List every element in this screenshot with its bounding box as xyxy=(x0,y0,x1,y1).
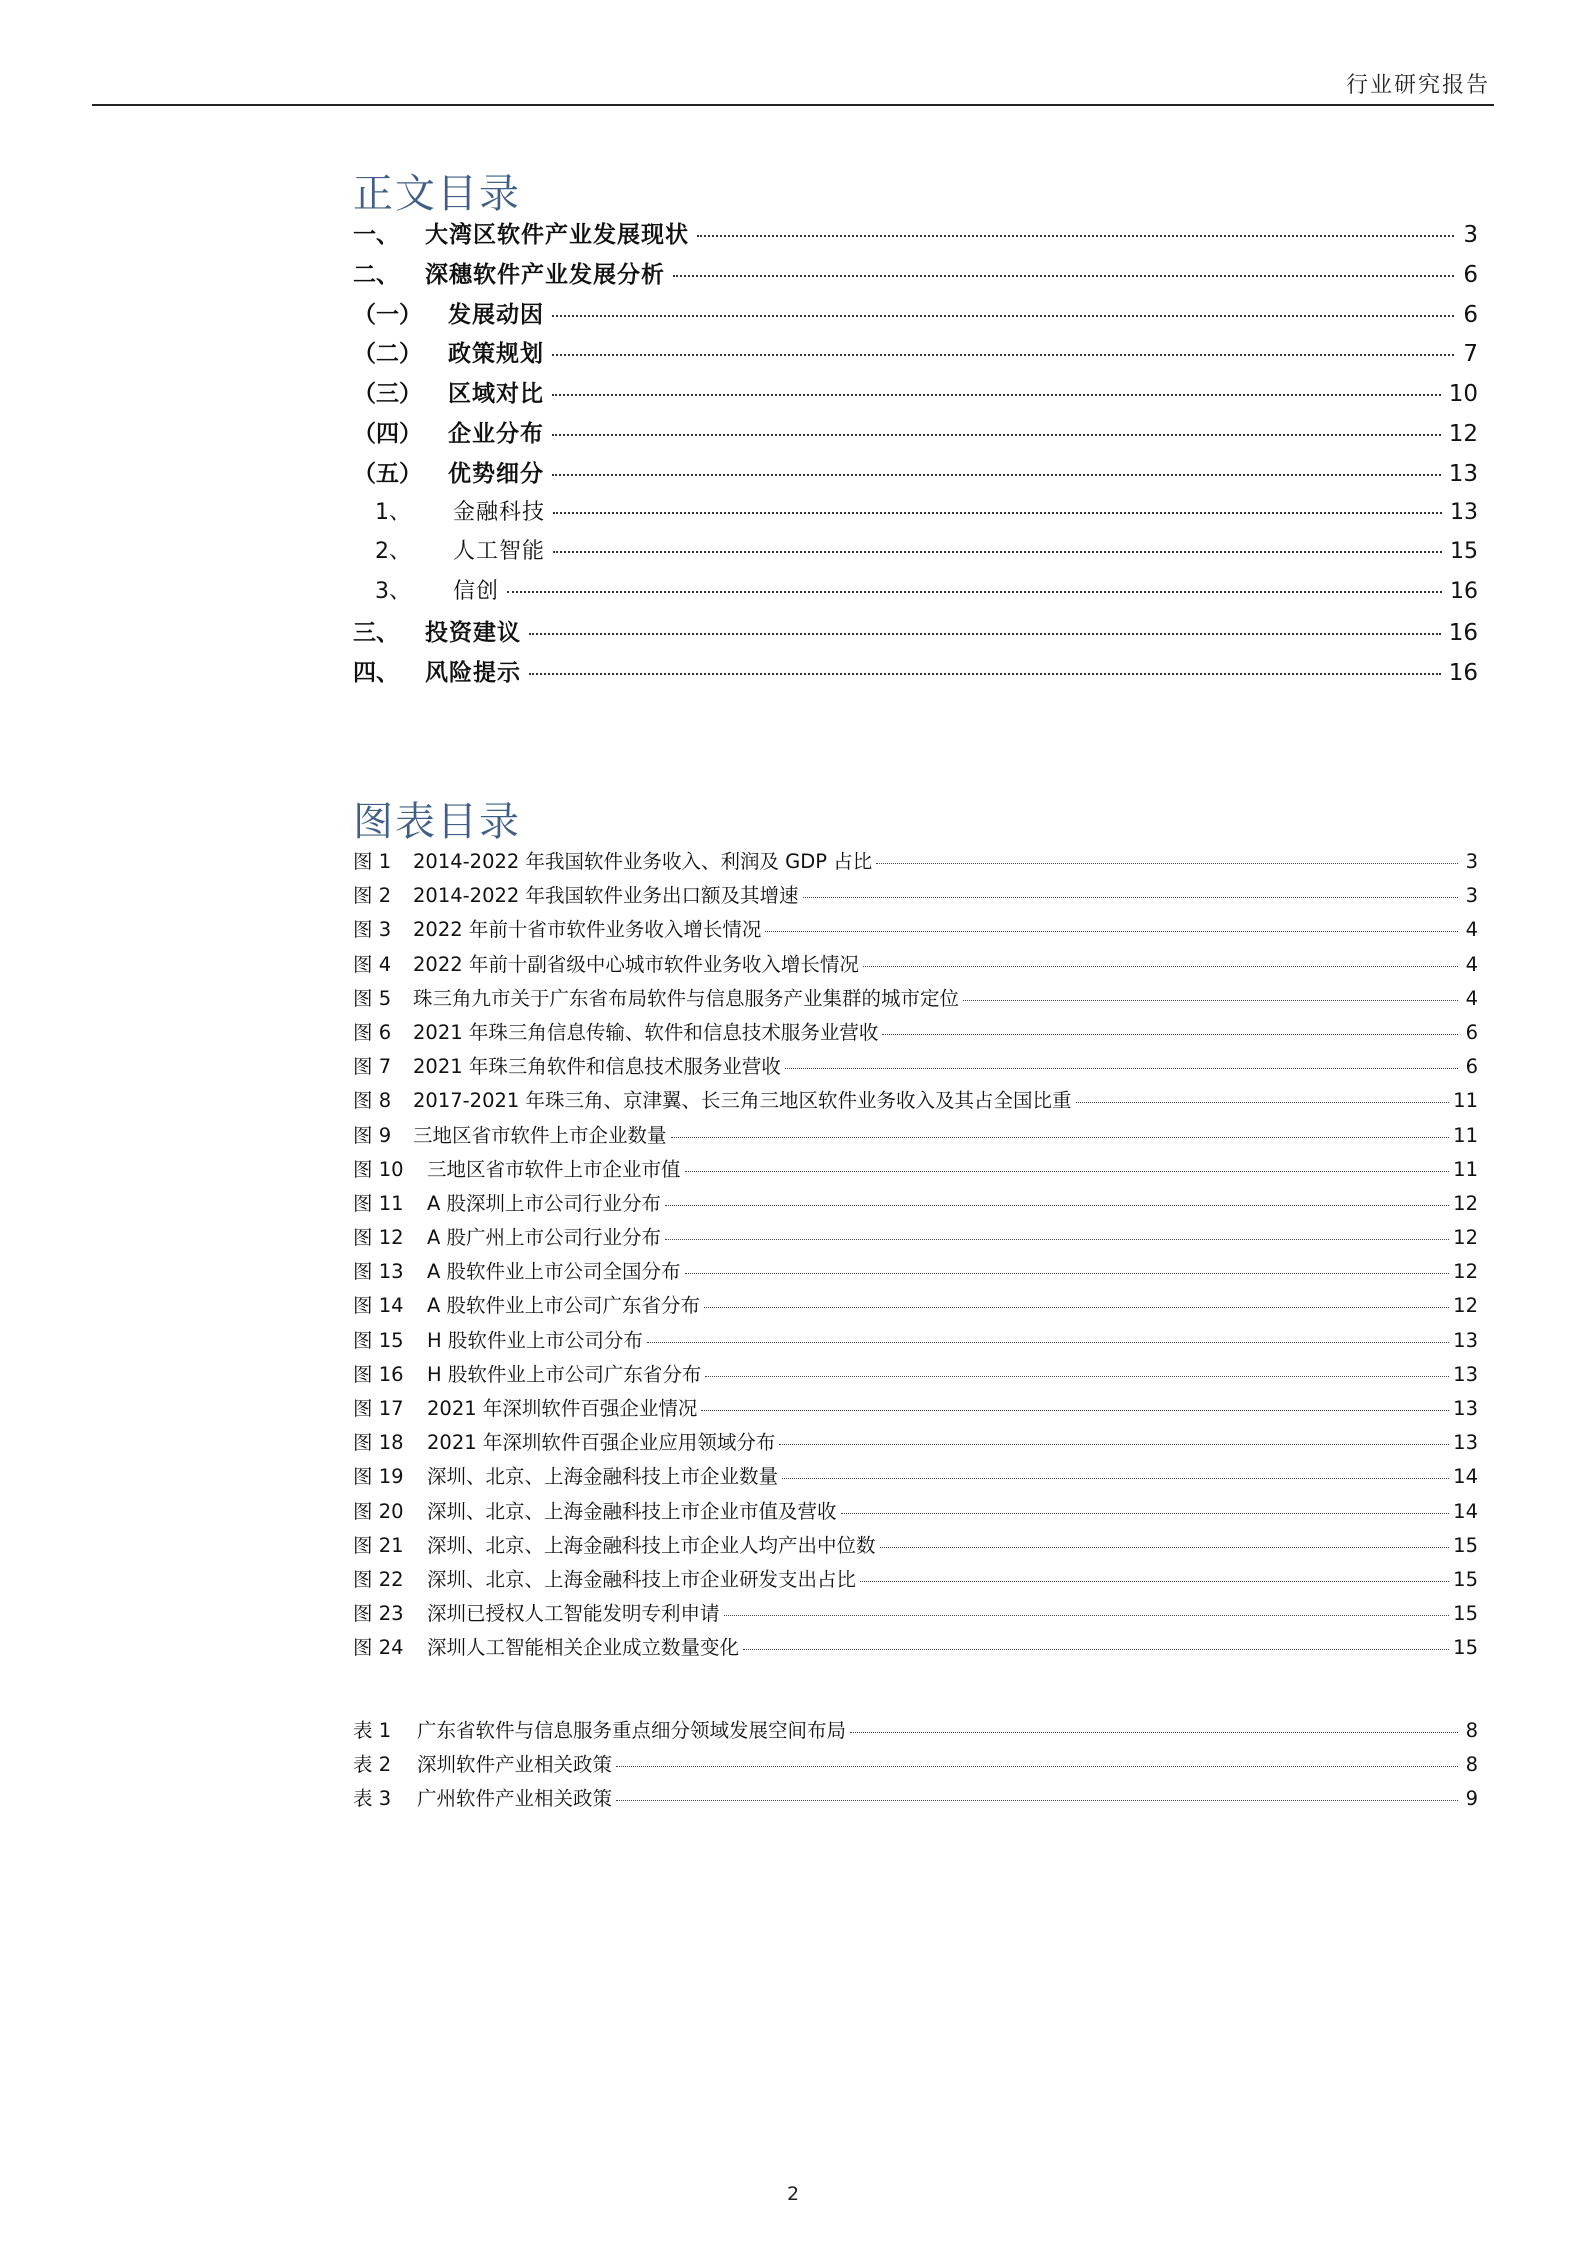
toc-entry-number: 图 2 xyxy=(353,884,392,908)
toc-entry-title: 风险提示 xyxy=(425,659,521,686)
dot-leader xyxy=(724,1615,1450,1616)
main-toc-list xyxy=(353,216,1478,694)
toc-entry-number: 三、 xyxy=(353,619,399,646)
dot-leader xyxy=(1076,1102,1450,1103)
page-number: 2 xyxy=(786,2183,800,2205)
dot-leader xyxy=(876,863,1458,864)
dot-leader xyxy=(782,1478,1449,1479)
dot-leader xyxy=(529,673,1441,675)
toc-entry-page: 8 xyxy=(1465,1719,1478,1742)
toc-entry-title: A 股广州上市公司行业分布 xyxy=(427,1226,662,1250)
dot-leader xyxy=(685,1273,1450,1274)
dot-leader xyxy=(880,1547,1450,1548)
toc-entry[interactable] xyxy=(353,1749,1478,1783)
dot-leader xyxy=(743,1649,1449,1650)
toc-entry-page: 7 xyxy=(1463,341,1478,368)
toc-entry-title: 2014-2022 年我国软件业务出口额及其增速 xyxy=(413,884,799,908)
dot-leader xyxy=(647,1342,1449,1343)
toc-entry-title: 2021 年珠三角信息传输、软件和信息技术服务业营收 xyxy=(413,1020,879,1044)
toc-entry-page: 13 xyxy=(1453,1431,1478,1455)
toc-entry-page: 3 xyxy=(1465,884,1478,908)
dot-leader xyxy=(552,315,1454,317)
dot-leader xyxy=(552,394,1441,396)
toc-entry-number: 图 23 xyxy=(353,1602,404,1626)
toc-entry-page: 13 xyxy=(1453,1397,1478,1420)
toc-entry-title: A 股软件业上市公司广东省分布 xyxy=(427,1294,701,1318)
toc-entry[interactable] xyxy=(353,949,1478,983)
toc-entry[interactable] xyxy=(353,614,1478,654)
toc-entry-title: 金融科技 xyxy=(453,499,546,525)
toc-entry-number: 图 9 xyxy=(353,1123,392,1147)
dot-leader xyxy=(685,1171,1450,1172)
toc-entry-number: 图 19 xyxy=(353,1465,404,1489)
dot-leader xyxy=(553,551,1442,553)
toc-entry-title: H 股软件业上市公司广东省分布 xyxy=(427,1362,702,1386)
dot-leader xyxy=(882,1034,1458,1035)
dot-leader xyxy=(785,1068,1458,1069)
toc-entry-page: 10 xyxy=(1448,381,1478,408)
dot-leader xyxy=(841,1513,1450,1514)
toc-entry-title: 2022 年前十副省级中心城市软件业务收入增长情况 xyxy=(413,952,859,976)
table-toc-list xyxy=(353,1715,1478,1818)
toc-entry-title: 发展动因 xyxy=(448,301,544,328)
toc-entry-number: 图 13 xyxy=(353,1260,404,1284)
toc-entry-page: 6 xyxy=(1465,1020,1478,1044)
toc-entry-page: 12 xyxy=(1453,1191,1478,1215)
toc-entry[interactable] xyxy=(353,534,1478,574)
toc-entry-title: 企业分布 xyxy=(448,420,544,447)
toc-entry-page: 11 xyxy=(1453,1123,1478,1147)
toc-entry-number: 一、 xyxy=(353,222,399,248)
dot-leader xyxy=(779,1444,1449,1445)
toc-entry[interactable] xyxy=(353,1085,1478,1119)
toc-entry-page: 13 xyxy=(1453,1362,1478,1386)
dot-leader xyxy=(665,1239,1449,1240)
toc-entry-page: 6 xyxy=(1463,301,1478,328)
toc-entry-number: 表 2 xyxy=(353,1753,392,1777)
toc-entry-title: 人工智能 xyxy=(453,539,546,565)
toc-entry-title: 信创 xyxy=(453,579,500,605)
toc-entry-number: 图 20 xyxy=(353,1499,404,1523)
toc-entry-number: 表 1 xyxy=(353,1719,392,1742)
toc-entry-title: 区域对比 xyxy=(448,381,544,408)
toc-entry-number: （五） xyxy=(353,460,422,487)
toc-entry[interactable] xyxy=(353,1290,1478,1324)
toc-entry-page: 12 xyxy=(1448,420,1478,447)
toc-entry[interactable] xyxy=(353,256,1478,296)
dot-leader xyxy=(552,474,1441,476)
dot-leader xyxy=(765,931,1458,932)
toc-entry-page: 4 xyxy=(1465,952,1478,976)
toc-entry-page: 14 xyxy=(1453,1499,1478,1523)
toc-entry-page: 3 xyxy=(1465,850,1478,873)
toc-entry-title: 2017-2021 年珠三角、京津翼、长三角三地区软件业务收入及其占全国比重 xyxy=(413,1089,1072,1113)
toc-entry[interactable] xyxy=(353,1325,1478,1359)
toc-entry-title: A 股深圳上市公司行业分布 xyxy=(427,1191,662,1215)
toc-entry-number: 图 7 xyxy=(353,1055,392,1079)
toc-entry-title: 三地区省市软件上市企业数量 xyxy=(413,1123,667,1147)
toc-entry-number: 图 22 xyxy=(353,1567,404,1591)
toc-entry-number: 图 8 xyxy=(353,1089,392,1113)
toc-entry-number: 二、 xyxy=(353,261,399,288)
toc-entry[interactable] xyxy=(353,455,1478,495)
toc-entry-number: 图 11 xyxy=(353,1191,404,1215)
dot-leader xyxy=(529,633,1441,635)
toc-entry[interactable] xyxy=(353,1256,1478,1290)
toc-entry-number: 图 21 xyxy=(353,1533,404,1557)
toc-entry[interactable] xyxy=(353,574,1478,614)
toc-entry-title: 2021 年深圳软件百强企业应用领域分布 xyxy=(427,1431,776,1455)
toc-entry[interactable] xyxy=(353,375,1478,415)
toc-entry-page: 11 xyxy=(1453,1089,1478,1113)
toc-entry-number: 图 6 xyxy=(353,1020,392,1044)
toc-entry-title: 深穗软件产业发展分析 xyxy=(425,261,665,288)
toc-entry-number: 1、 xyxy=(375,499,411,525)
toc-entry-title: 优势细分 xyxy=(448,460,544,487)
dot-leader xyxy=(673,275,1454,277)
toc-entry-number: 图 17 xyxy=(353,1397,404,1420)
dot-leader xyxy=(507,591,1442,593)
dot-leader xyxy=(552,354,1454,356)
toc-entry-title: 深圳软件产业相关政策 xyxy=(417,1753,613,1777)
toc-entry[interactable] xyxy=(353,1154,1478,1188)
toc-entry[interactable] xyxy=(353,1530,1478,1564)
dot-leader xyxy=(616,1766,1458,1767)
toc-entry-title: 三地区省市软件上市企业市值 xyxy=(427,1157,681,1181)
dot-leader xyxy=(863,966,1458,967)
header-divider xyxy=(92,104,1494,106)
toc-entry-page: 16 xyxy=(1448,659,1478,686)
toc-entry-number: 图 10 xyxy=(353,1157,404,1181)
toc-entry-title: 2022 年前十省市软件业务收入增长情况 xyxy=(413,918,762,942)
toc-entry-number: 图 3 xyxy=(353,918,392,942)
dot-leader xyxy=(850,1732,1458,1733)
toc-entry-page: 9 xyxy=(1465,1787,1478,1811)
dot-leader xyxy=(705,1376,1449,1377)
toc-entry-page: 16 xyxy=(1450,579,1478,605)
toc-entry-number: 图 15 xyxy=(353,1328,404,1352)
dot-leader xyxy=(665,1205,1449,1206)
toc-entry-number: 图 1 xyxy=(353,850,392,873)
main-toc-title: 正文目录 xyxy=(353,171,521,217)
toc-entry-title: A 股软件业上市公司全国分布 xyxy=(427,1260,681,1284)
toc-entry-title: H 股软件业上市公司分布 xyxy=(427,1328,643,1352)
toc-entry-number: 图 5 xyxy=(353,986,392,1010)
toc-entry-page: 12 xyxy=(1453,1226,1478,1250)
toc-entry-number: 图 24 xyxy=(353,1636,404,1660)
toc-entry-title: 深圳、北京、上海金融科技上市企业研发支出占比 xyxy=(427,1567,857,1591)
toc-entry-title: 广东省软件与信息服务重点细分领域发展空间布局 xyxy=(417,1719,847,1742)
toc-entry-page: 13 xyxy=(1448,460,1478,487)
toc-entry-title: 大湾区软件产业发展现状 xyxy=(425,222,689,248)
figure-toc-title: 图表目录 xyxy=(353,799,521,845)
toc-entry-page: 4 xyxy=(1465,986,1478,1010)
toc-entry-number: 3、 xyxy=(375,579,411,605)
toc-entry[interactable] xyxy=(353,846,1478,880)
toc-entry[interactable] xyxy=(353,1017,1478,1051)
figure-toc-list xyxy=(353,846,1478,1667)
toc-entry[interactable] xyxy=(353,1359,1478,1393)
dot-leader xyxy=(553,512,1442,514)
toc-entry-page: 15 xyxy=(1453,1602,1478,1626)
toc-entry-number: （二） xyxy=(353,341,422,368)
toc-entry-number: 2、 xyxy=(375,539,411,565)
toc-entry[interactable] xyxy=(353,415,1478,455)
toc-entry[interactable] xyxy=(353,1222,1478,1256)
toc-entry-title: 深圳、北京、上海金融科技上市企业市值及营收 xyxy=(427,1499,837,1523)
dot-leader xyxy=(803,897,1459,898)
toc-entry-title: 珠三角九市关于广东省布局软件与信息服务产业集群的城市定位 xyxy=(413,986,960,1010)
toc-entry[interactable] xyxy=(353,495,1478,535)
toc-entry[interactable] xyxy=(353,1393,1478,1427)
toc-entry-page: 3 xyxy=(1463,222,1478,248)
toc-entry[interactable] xyxy=(353,1564,1478,1598)
toc-entry[interactable] xyxy=(353,335,1478,375)
toc-entry-title: 深圳人工智能相关企业成立数量变化 xyxy=(427,1636,740,1660)
toc-entry-title: 深圳、北京、上海金融科技上市企业人均产出中位数 xyxy=(427,1533,876,1557)
toc-entry[interactable] xyxy=(353,216,1478,256)
toc-entry-number: 四、 xyxy=(353,659,399,686)
toc-entry[interactable] xyxy=(353,1188,1478,1222)
toc-entry-title: 2021 年深圳软件百强企业情况 xyxy=(427,1397,698,1420)
toc-entry-page: 13 xyxy=(1450,499,1478,525)
toc-entry-number: 图 16 xyxy=(353,1362,404,1386)
toc-entry[interactable] xyxy=(353,1120,1478,1154)
toc-entry[interactable] xyxy=(353,1598,1478,1632)
toc-entry-number: （一） xyxy=(353,301,422,328)
toc-entry-number: （三） xyxy=(353,381,422,408)
toc-entry-page: 4 xyxy=(1465,918,1478,942)
toc-entry-page: 15 xyxy=(1450,539,1478,565)
toc-entry-number: 图 18 xyxy=(353,1431,404,1455)
toc-entry-page: 6 xyxy=(1463,261,1478,288)
toc-entry-page: 12 xyxy=(1453,1294,1478,1318)
dot-leader xyxy=(704,1307,1449,1308)
dot-leader xyxy=(701,1410,1449,1411)
toc-entry-title: 深圳已授权人工智能发明专利申请 xyxy=(427,1602,720,1626)
toc-entry-number: （四） xyxy=(353,420,422,447)
toc-entry-page: 12 xyxy=(1453,1260,1478,1284)
toc-entry[interactable] xyxy=(353,880,1478,914)
dot-leader xyxy=(697,235,1454,237)
toc-entry-page: 16 xyxy=(1448,619,1478,646)
toc-entry[interactable] xyxy=(353,983,1478,1017)
dot-leader xyxy=(616,1800,1458,1801)
toc-entry[interactable] xyxy=(353,296,1478,336)
toc-entry[interactable] xyxy=(353,1715,1478,1749)
toc-entry-number: 图 14 xyxy=(353,1294,404,1318)
toc-entry-title: 2014-2022 年我国软件业务收入、利润及 GDP 占比 xyxy=(413,850,873,873)
toc-entry-page: 8 xyxy=(1465,1753,1478,1777)
report-type-label: 行业研究报告 xyxy=(1345,73,1490,98)
toc-entry-page: 13 xyxy=(1453,1328,1478,1352)
toc-entry-number: 表 3 xyxy=(353,1787,392,1811)
toc-entry[interactable] xyxy=(353,1461,1478,1495)
toc-entry-page: 15 xyxy=(1453,1636,1478,1660)
toc-entry-title: 投资建议 xyxy=(425,619,521,646)
toc-entry[interactable] xyxy=(353,1783,1478,1817)
toc-entry-page: 14 xyxy=(1453,1465,1478,1489)
dot-leader xyxy=(552,434,1441,436)
toc-entry-page: 15 xyxy=(1453,1533,1478,1557)
toc-entry-page: 11 xyxy=(1453,1157,1478,1181)
toc-entry-page: 15 xyxy=(1453,1567,1478,1591)
toc-entry[interactable] xyxy=(353,654,1478,694)
toc-entry[interactable] xyxy=(353,1051,1478,1085)
toc-entry[interactable] xyxy=(353,914,1478,948)
toc-entry-page: 6 xyxy=(1465,1055,1478,1079)
toc-entry-number: 图 12 xyxy=(353,1226,404,1250)
toc-entry-title: 政策规划 xyxy=(448,341,544,368)
dot-leader xyxy=(671,1137,1450,1138)
toc-entry-title: 广州软件产业相关政策 xyxy=(417,1787,613,1811)
dot-leader xyxy=(860,1581,1449,1582)
dot-leader xyxy=(963,1000,1458,1001)
toc-entry-title: 深圳、北京、上海金融科技上市企业数量 xyxy=(427,1465,779,1489)
toc-entry[interactable] xyxy=(353,1496,1478,1530)
toc-entry-title: 2021 年珠三角软件和信息技术服务业营收 xyxy=(413,1055,781,1079)
toc-entry[interactable] xyxy=(353,1427,1478,1461)
toc-entry[interactable] xyxy=(353,1632,1478,1666)
toc-entry-number: 图 4 xyxy=(353,952,392,976)
